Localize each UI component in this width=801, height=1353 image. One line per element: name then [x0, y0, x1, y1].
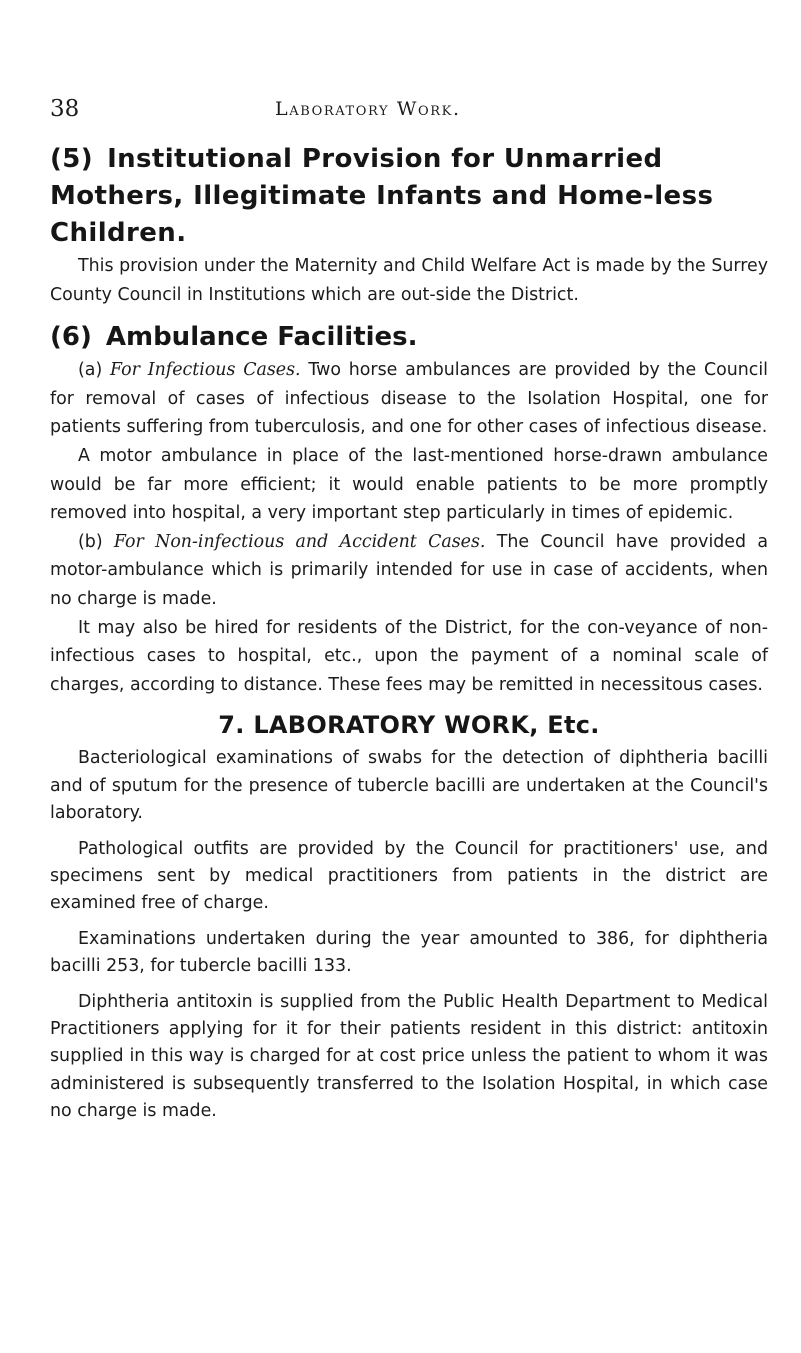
section-7-paragraph-2: Pathological outfits are provided by the Council for practitioners' use, and specimens sent by medical practitioners from patients in the district are examined free of charge.	[50, 838, 768, 914]
section-5-heading	[50, 141, 768, 252]
body-text	[50, 141, 768, 1126]
running-head	[50, 96, 768, 130]
para-b-italic-title: For Non-infectious and Accident Cases.	[113, 531, 486, 552]
para-a-text: Two horse ambulances are provided by the Council for removal of cases of infectious disease to the Isolation Hospital, one for patients suffering from tuberculosis, and one for other cases of infectious disease.	[50, 360, 768, 438]
section-6-heading	[50, 319, 768, 356]
para-b-label: (b)	[78, 531, 103, 552]
para-a-label: (a)	[78, 360, 103, 381]
section-6-paragraph-a	[50, 356, 768, 442]
para-b-text: The Council have provided a motor-ambulance which is primarily intended for use in case of accidents, when no charge is made.	[50, 531, 769, 609]
section-6-paragraph-a2: A motor ambulance in place of the last-mentioned horse-drawn ambulance would be far more efficient; it would enable patients to be more promptly removed into hospital, a very important step particularly in times of epidemic.	[50, 445, 768, 524]
para-a-italic-title: For Infectious Cases.	[110, 360, 301, 381]
section-5-paragraph: This provision under the Maternity and Child Welfare Act is made by the Surrey County Council in Institutions which are out-side the District.	[50, 256, 768, 305]
section-7-heading: 7. LABORATORY WORK, Etc.	[218, 711, 600, 740]
running-title: Laboratory Work.	[275, 98, 461, 120]
section-6-paragraph-b2: It may also be hired for residents of the District, for the con-veyance of non-infectious cases to hospital, etc., upon the payment of a nominal scale of charges, according to distance. These fees may be remitted in necessitous cases.	[50, 617, 768, 695]
section-7-paragraph-4: Diphtheria antitoxin is supplied from the Public Health Department to Medical Practitioners applying for it for their patients resident in this district: antitoxin supplied in this way is charged for at cost price unless the patient to whom it was administered is subsequently transferred to the Isolation Hospital, in which case no charge is made.	[50, 991, 768, 1122]
section-7-paragraph-1: Bacteriological examinations of swabs for the detection of diphtheria bacilli and of sputum for the presence of tubercle bacilli are undertaken at the Council's laboratory.	[50, 748, 768, 824]
page-number: 38	[50, 96, 80, 122]
section-7-paragraph-3: Examinations undertaken during the year amounted to 386, for diphtheria bacilli 253, for tubercle bacilli 133.	[50, 928, 768, 977]
section-5-title: Institutional Provision for Unmarried Mothers, Illegitimate Infants and Home-less Children.	[50, 144, 714, 248]
section-6-paragraph-b	[50, 528, 768, 614]
section-5-number: (5)	[50, 144, 94, 174]
section-6-title: Ambulance Facilities.	[105, 322, 418, 353]
section-6-number: (6)	[50, 322, 92, 353]
